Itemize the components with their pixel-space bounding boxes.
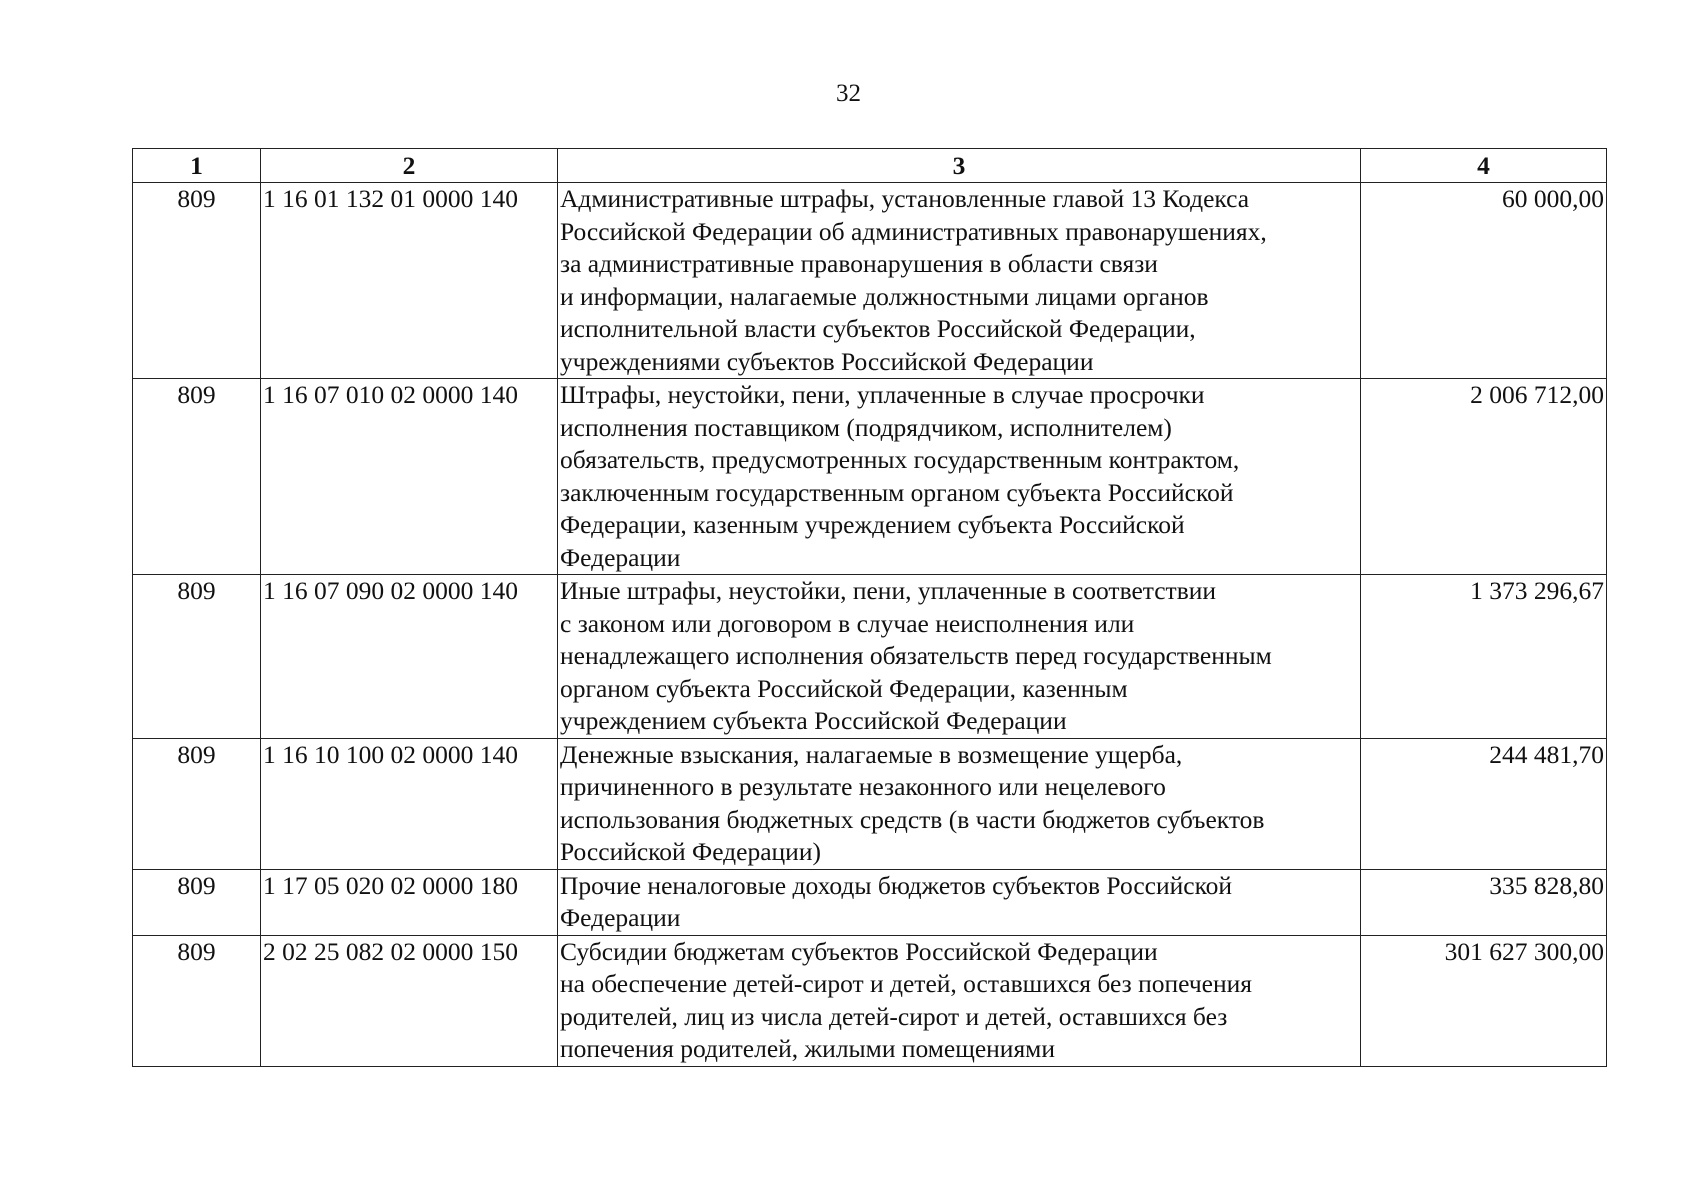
amount-cell: 244 481,70 — [1361, 738, 1607, 869]
description-line: с законом или договором в случае неисполнения или — [560, 608, 1135, 638]
table-row — [133, 935, 1607, 1066]
budget-code-cell: 2 02 25 082 02 0000 150 — [261, 935, 558, 1066]
budget-code-cell: 1 16 07 010 02 0000 140 — [261, 379, 558, 575]
admin-code-cell: 809 — [133, 869, 261, 935]
description-line: Штрафы, неустойки, пени, уплаченные в случае просрочки — [560, 380, 1205, 409]
column-header-1: 1 — [133, 149, 261, 183]
budget-revenue-table — [132, 148, 1607, 1067]
description-line: учреждениями субъектов Российской Федерации — [560, 346, 1094, 376]
amount-cell: 335 828,80 — [1361, 869, 1607, 935]
description-line: Прочие неналоговые доходы бюджетов субъектов Российской — [560, 870, 1233, 900]
budget-code-cell: 1 17 05 020 02 0000 180 — [261, 869, 558, 935]
description-line: Российской Федерации об административных правонарушениях, — [560, 216, 1267, 246]
description-line: причиненного в результате незаконного или нецелевого — [560, 772, 1166, 801]
budget-code-cell: 1 16 01 132 01 0000 140 — [261, 183, 558, 379]
description-line: и информации, налагаемые должностными лицами органов — [560, 281, 1209, 311]
budget-code-cell: 1 16 10 100 02 0000 140 — [261, 738, 558, 869]
description-line: исполнительной власти субъектов Российской Федерации, — [560, 314, 1196, 343]
admin-code-cell: 809 — [133, 183, 261, 379]
admin-code-cell: 809 — [133, 379, 261, 575]
column-header-3: 3 — [558, 149, 1361, 183]
description-line: Субсидии бюджетам субъектов Российской Федерации — [560, 936, 1158, 966]
description-cell — [558, 935, 1361, 1066]
description-line: учреждением субъекта Российской Федерации — [560, 706, 1067, 735]
description-line: заключенным государственным органом субъекта Российской — [560, 477, 1234, 507]
amount-cell: 2 006 712,00 — [1361, 379, 1607, 575]
column-header-2: 2 — [261, 149, 558, 183]
budget-code-cell: 1 16 07 090 02 0000 140 — [261, 575, 558, 739]
description-line: Российской Федерации) — [560, 837, 821, 866]
description-cell — [558, 183, 1361, 379]
table-header-row — [133, 149, 1607, 183]
description-line: Административные штрафы, установленные главой 13 Кодекса — [560, 184, 1250, 213]
page-number: 32 — [836, 80, 861, 107]
amount-cell: 301 627 300,00 — [1361, 935, 1607, 1066]
description-line: попечения родителей, жилыми помещениями — [560, 1034, 1055, 1063]
amount-cell: 1 373 296,67 — [1361, 575, 1607, 739]
table-row — [133, 183, 1607, 379]
admin-code-cell: 809 — [133, 738, 261, 869]
table-body — [133, 183, 1607, 1067]
description-cell — [558, 738, 1361, 869]
column-header-4: 4 — [1361, 149, 1607, 183]
table-row — [133, 738, 1607, 869]
admin-code-cell: 809 — [133, 575, 261, 739]
description-line: Федерации, казенным учреждением субъекта Российской — [560, 510, 1185, 539]
table-row — [133, 575, 1607, 739]
description-cell — [558, 575, 1361, 739]
description-line: обязательств, предусмотренных государственным контрактом, — [560, 445, 1240, 474]
table-row — [133, 379, 1607, 575]
amount-cell: 60 000,00 — [1361, 183, 1607, 379]
description-line: использования бюджетных средств (в части бюджетов субъектов — [560, 804, 1265, 834]
admin-code-cell: 809 — [133, 935, 261, 1066]
description-line: родителей, лиц из числа детей-сирот и детей, оставшихся без — [560, 1001, 1228, 1031]
description-line: органом субъекта Российской Федерации, казенным — [560, 673, 1128, 703]
description-line: за административные правонарушения в области связи — [560, 249, 1158, 278]
description-line: Иные штрафы, неустойки, пени, уплаченные в соответствии — [560, 576, 1217, 605]
description-line: Федерации — [560, 542, 681, 572]
description-line: Денежные взыскания, налагаемые в возмещение ущерба, — [560, 739, 1183, 769]
description-line: исполнения поставщиком (подрядчиком, исполнителем) — [560, 412, 1172, 442]
description-cell — [558, 379, 1361, 575]
description-line: Федерации — [560, 903, 681, 932]
table-row — [133, 869, 1607, 935]
description-line: ненадлежащего исполнения обязательств перед государственным — [560, 641, 1272, 670]
description-line: на обеспечение детей-сирот и детей, оставшихся без попечения — [560, 969, 1253, 998]
description-cell — [558, 869, 1361, 935]
